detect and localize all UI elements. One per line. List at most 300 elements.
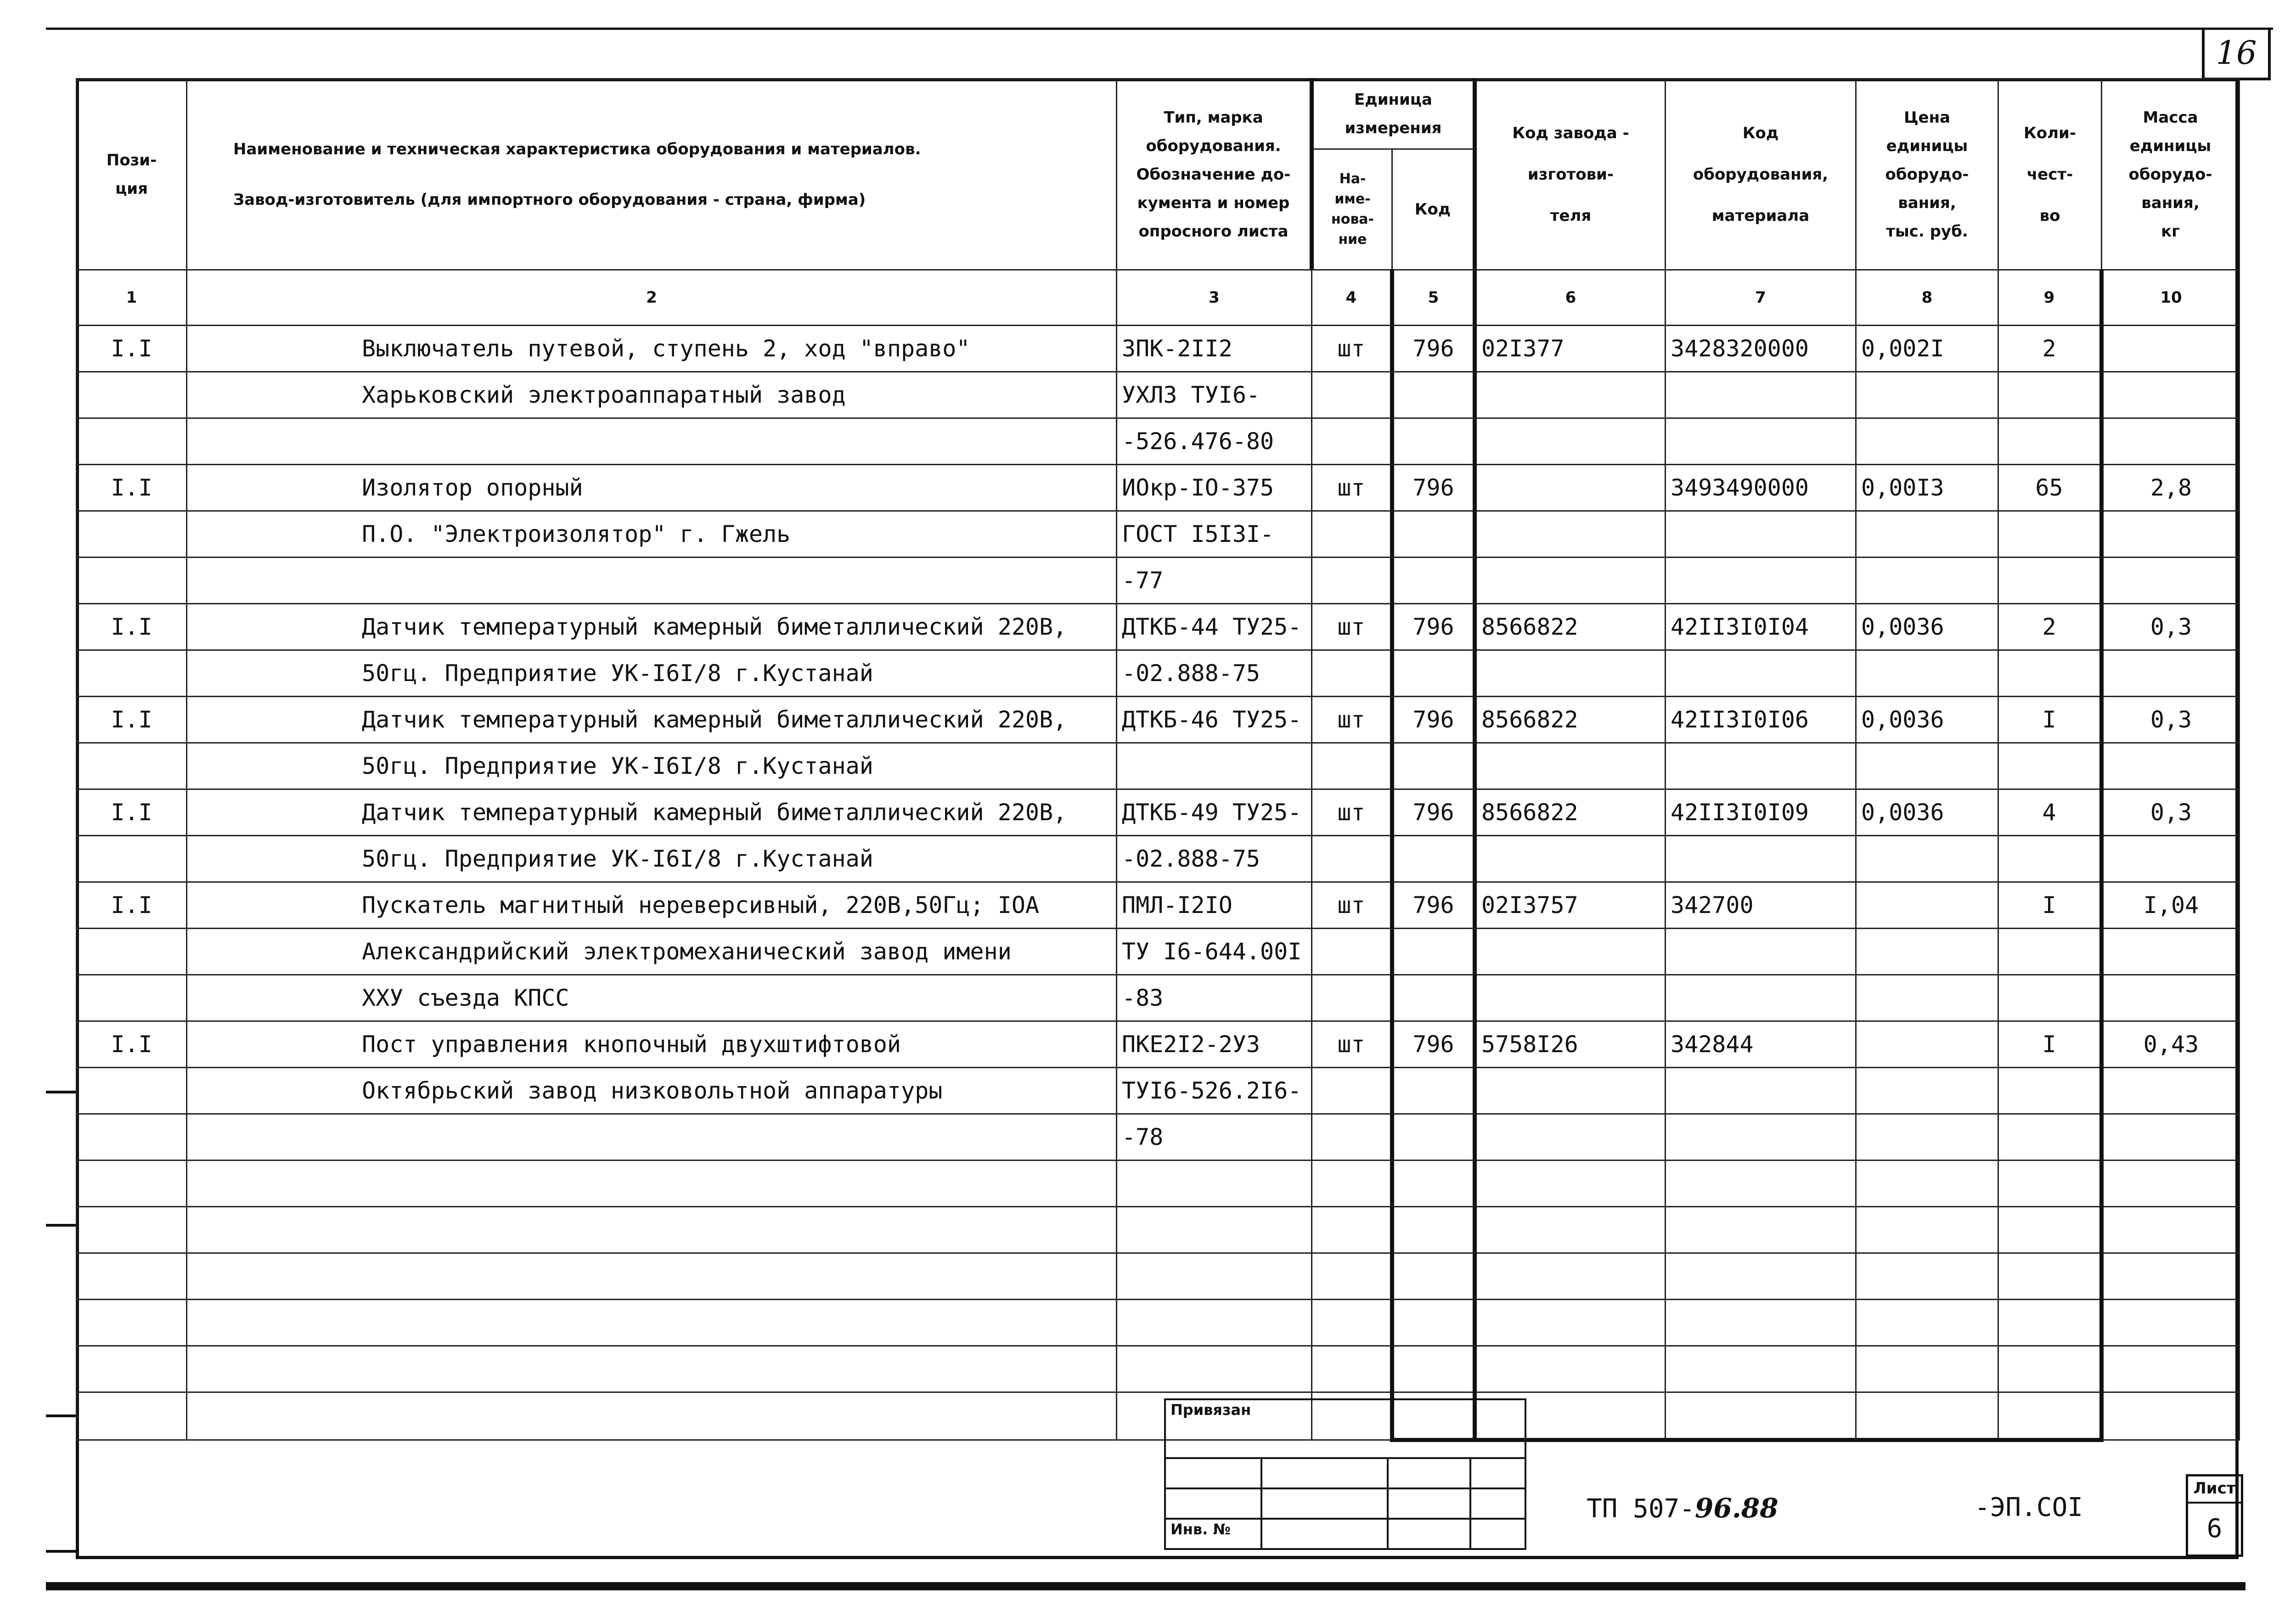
cell-position <box>77 558 187 604</box>
cell-equipment-code: 42II3I0I04 <box>1666 604 1856 650</box>
cell-name: Пост управления кнопочный двухштифтовой <box>187 1021 1117 1068</box>
cell-name <box>187 1392 1117 1440</box>
cell-type: ПМЛ-I2IO <box>1117 882 1312 929</box>
cell-mass <box>2102 650 2240 697</box>
cell-position <box>77 1346 187 1392</box>
page-number-box <box>2202 28 2271 80</box>
col-number: 4 <box>1312 270 1392 326</box>
table-row <box>77 1346 2240 1392</box>
cell-quantity: 4 <box>1998 789 2102 836</box>
cell-equipment-code <box>1666 975 1856 1021</box>
cell-unit-name <box>1312 558 1392 604</box>
cell-factory-code <box>1475 1346 1666 1392</box>
cell-price: 0,0036 <box>1856 789 1998 836</box>
cell-name: Датчик температурный камерный биметаллический 220В, <box>187 789 1117 836</box>
binding-stamp <box>1164 1398 1526 1550</box>
cell-unit-name <box>1312 975 1392 1021</box>
cell-type: ТУI6-526.2I6- <box>1117 1068 1312 1114</box>
cell-type: -77 <box>1117 558 1312 604</box>
cell-price <box>1856 372 1998 418</box>
cell-equipment-code <box>1666 1207 1856 1253</box>
cell-position <box>77 650 187 697</box>
cell-name: П.О. "Электроизолятор" г. Гжель <box>187 511 1117 558</box>
cell-price <box>1856 1253 1998 1300</box>
cell-factory-code <box>1475 511 1666 558</box>
cell-mass <box>2102 1346 2240 1392</box>
cell-unit-name <box>1312 1253 1392 1300</box>
table-row <box>77 558 2240 604</box>
cell-unit-code: 796 <box>1392 604 1475 650</box>
cell-unit-code <box>1392 743 1475 789</box>
cell-unit-name <box>1312 650 1392 697</box>
cell-name: 50гц. Предприятие УК-I6I/8 г.Кустанай <box>187 743 1117 789</box>
bottom-rule <box>46 1582 2245 1590</box>
table-row <box>77 1161 2240 1207</box>
cell-unit-name <box>1312 1300 1392 1346</box>
cell-equipment-code: 42II3I0I06 <box>1666 697 1856 743</box>
cell-type: ЗПК-2II2 <box>1117 326 1312 372</box>
cell-equipment-code <box>1666 1300 1856 1346</box>
cell-mass <box>2102 1392 2240 1440</box>
cell-name: Изолятор опорный <box>187 465 1117 511</box>
cell-mass <box>2102 511 2240 558</box>
table-row <box>77 882 2240 929</box>
cell-factory-code: 8566822 <box>1475 604 1666 650</box>
cell-factory-code <box>1475 1114 1666 1161</box>
cell-price <box>1856 650 1998 697</box>
cell-name: Александрийский электромеханический завод имени <box>187 929 1117 975</box>
cell-name <box>187 1207 1117 1253</box>
table-row <box>77 1253 2240 1300</box>
cell-quantity <box>1998 511 2102 558</box>
document-designation <box>1587 1493 1778 1524</box>
cell-factory-code <box>1475 418 1666 465</box>
cell-unit-name <box>1312 511 1392 558</box>
cell-equipment-code <box>1666 1346 1856 1392</box>
cell-mass <box>2102 1114 2240 1161</box>
cell-unit-name <box>1312 836 1392 882</box>
cell-unit-name: шт <box>1312 1021 1392 1068</box>
margin-tick <box>46 1414 78 1417</box>
cell-unit-code <box>1392 1114 1475 1161</box>
doc-handwritten: 96.88 <box>1695 1493 1778 1524</box>
cell-factory-code <box>1475 465 1666 511</box>
cell-type: ДТКБ-44 ТУ25- <box>1117 604 1312 650</box>
cell-position <box>77 929 187 975</box>
cell-name: Октябрьский завод низковольтной аппаратуры <box>187 1068 1117 1114</box>
cell-mass <box>2102 975 2240 1021</box>
cell-unit-name <box>1312 1068 1392 1114</box>
table-row <box>77 789 2240 836</box>
cell-quantity <box>1998 558 2102 604</box>
cell-mass <box>2102 836 2240 882</box>
cell-factory-code: 8566822 <box>1475 697 1666 743</box>
cell-price <box>1856 743 1998 789</box>
cell-type <box>1117 1161 1312 1207</box>
cell-equipment-code <box>1666 929 1856 975</box>
cell-unit-code: 796 <box>1392 789 1475 836</box>
cell-mass <box>2102 558 2240 604</box>
cell-name: 50гц. Предприятие УК-I6I/8 г.Кустанай <box>187 836 1117 882</box>
cell-price <box>1856 1207 1998 1253</box>
cell-position <box>77 511 187 558</box>
cell-unit-code <box>1392 418 1475 465</box>
cell-price <box>1856 1300 1998 1346</box>
cell-equipment-code: 3493490000 <box>1666 465 1856 511</box>
cell-name <box>187 558 1117 604</box>
cell-factory-code <box>1475 1207 1666 1253</box>
cell-unit-name <box>1312 1207 1392 1253</box>
cell-type: ДТКБ-49 ТУ25- <box>1117 789 1312 836</box>
cell-unit-code <box>1392 372 1475 418</box>
cell-factory-code <box>1475 1068 1666 1114</box>
sheet-number: 6 <box>2206 1514 2223 1544</box>
table-row <box>77 836 2240 882</box>
cell-price <box>1856 1346 1998 1392</box>
table-row <box>77 1300 2240 1346</box>
cell-equipment-code <box>1666 418 1856 465</box>
cell-equipment-code <box>1666 1253 1856 1300</box>
cell-quantity: I <box>1998 882 2102 929</box>
col-number: 1 <box>77 270 187 326</box>
cell-quantity <box>1998 836 2102 882</box>
cell-type: -02.888-75 <box>1117 836 1312 882</box>
cell-unit-name <box>1312 743 1392 789</box>
cell-unit-code <box>1392 511 1475 558</box>
cell-factory-code: 02I3757 <box>1475 882 1666 929</box>
header-unit-code: Код <box>1392 149 1475 270</box>
table-row <box>77 1392 2240 1440</box>
cell-name <box>187 418 1117 465</box>
cell-factory-code: 02I377 <box>1475 326 1666 372</box>
cell-price: 0,0036 <box>1856 604 1998 650</box>
cell-mass <box>2102 372 2240 418</box>
cell-factory-code: 5758I26 <box>1475 1021 1666 1068</box>
sheet-label: Лист <box>2188 1476 2241 1504</box>
equipment-spec-table <box>76 78 2240 1442</box>
cell-price <box>1856 1392 1998 1440</box>
cell-name <box>187 1346 1117 1392</box>
cell-unit-name <box>1312 1114 1392 1161</box>
header-unit-group: Единица измерения <box>1312 79 1475 149</box>
cell-name: Датчик температурный камерный биметаллический 220В, <box>187 697 1117 743</box>
cell-unit-code <box>1392 1161 1475 1207</box>
cell-unit-code <box>1392 929 1475 975</box>
cell-position: I.I <box>77 789 187 836</box>
cell-position <box>77 1161 187 1207</box>
doc-prefix: ТП 507- <box>1587 1494 1695 1524</box>
cell-quantity <box>1998 1300 2102 1346</box>
cell-equipment-code <box>1666 743 1856 789</box>
cell-type: -78 <box>1117 1114 1312 1161</box>
cell-quantity <box>1998 1207 2102 1253</box>
cell-factory-code <box>1475 1161 1666 1207</box>
cell-mass: 0,3 <box>2102 789 2240 836</box>
table-row <box>77 975 2240 1021</box>
table-row <box>77 418 2240 465</box>
cell-type: -02.888-75 <box>1117 650 1312 697</box>
margin-tick <box>46 1550 78 1553</box>
cell-type: УХЛЗ ТУI6- <box>1117 372 1312 418</box>
cell-equipment-code: 3428320000 <box>1666 326 1856 372</box>
cell-quantity <box>1998 1114 2102 1161</box>
cell-price <box>1856 1161 1998 1207</box>
cell-factory-code <box>1475 558 1666 604</box>
table-row <box>77 1021 2240 1068</box>
cell-factory-code <box>1475 650 1666 697</box>
cell-unit-name: шт <box>1312 604 1392 650</box>
cell-unit-code <box>1392 1253 1475 1300</box>
cell-position <box>77 372 187 418</box>
cell-mass <box>2102 1253 2240 1300</box>
cell-name: Выключатель путевой, ступень 2, ход "вправо" <box>187 326 1117 372</box>
cell-price <box>1856 929 1998 975</box>
cell-type: ДТКБ-46 ТУ25- <box>1117 697 1312 743</box>
header-price: Цена единицы оборудо- вания, тыс. руб. <box>1856 79 1998 270</box>
margin-tick <box>46 1091 78 1093</box>
cell-type: ТУ I6-644.00I <box>1117 929 1312 975</box>
col-number: 7 <box>1666 270 1856 326</box>
cell-position <box>77 1207 187 1253</box>
cell-price: 0,0036 <box>1856 697 1998 743</box>
cell-mass <box>2102 418 2240 465</box>
table-row <box>77 465 2240 511</box>
col-number: 3 <box>1117 270 1312 326</box>
cell-price <box>1856 1068 1998 1114</box>
cell-quantity <box>1998 650 2102 697</box>
cell-unit-name <box>1312 1161 1392 1207</box>
cell-type: ИОкр-IO-375 <box>1117 465 1312 511</box>
cell-quantity <box>1998 1253 2102 1300</box>
cell-type <box>1117 1253 1312 1300</box>
cell-name <box>187 1161 1117 1207</box>
cell-equipment-code: 42II3I0I09 <box>1666 789 1856 836</box>
cell-position <box>77 418 187 465</box>
cell-mass <box>2102 326 2240 372</box>
cell-name: 50гц. Предприятие УК-I6I/8 г.Кустанай <box>187 650 1117 697</box>
cell-unit-code: 796 <box>1392 882 1475 929</box>
cell-unit-code: 796 <box>1392 697 1475 743</box>
cell-equipment-code <box>1666 1392 1856 1440</box>
cell-price <box>1856 418 1998 465</box>
cell-type: -83 <box>1117 975 1312 1021</box>
cell-type <box>1117 1300 1312 1346</box>
header-equipment-code: Код оборудования, материала <box>1666 79 1856 270</box>
cell-equipment-code <box>1666 1068 1856 1114</box>
cell-equipment-code <box>1666 372 1856 418</box>
cell-position <box>77 836 187 882</box>
cell-unit-code: 796 <box>1392 326 1475 372</box>
cell-quantity: 2 <box>1998 326 2102 372</box>
header-unit-name: На- име- нова- ние <box>1312 149 1392 270</box>
cell-unit-name <box>1312 1346 1392 1392</box>
cell-type <box>1117 743 1312 789</box>
cell-unit-name: шт <box>1312 326 1392 372</box>
table-row <box>77 1207 2240 1253</box>
cell-unit-code: 796 <box>1392 465 1475 511</box>
cell-mass <box>2102 929 2240 975</box>
cell-position: I.I <box>77 465 187 511</box>
cell-factory-code <box>1475 975 1666 1021</box>
sheet-box <box>2186 1474 2243 1557</box>
doc-suffix: -ЭП.СОI <box>1975 1493 2083 1522</box>
table-row <box>77 650 2240 697</box>
cell-price <box>1856 882 1998 929</box>
cell-price <box>1856 558 1998 604</box>
cell-type: ГОСТ I5I3I- <box>1117 511 1312 558</box>
cell-equipment-code <box>1666 511 1856 558</box>
table-row <box>77 929 2240 975</box>
cell-quantity <box>1998 372 2102 418</box>
cell-unit-name <box>1312 929 1392 975</box>
page-number: 16 <box>2216 34 2257 72</box>
cell-name: ХХУ съезда КПСС <box>187 975 1117 1021</box>
cell-quantity: I <box>1998 697 2102 743</box>
header-factory-code: Код завода - изготови- теля <box>1475 79 1666 270</box>
table-row <box>77 697 2240 743</box>
cell-price <box>1856 1114 1998 1161</box>
table-row <box>77 326 2240 372</box>
table-row <box>77 1114 2240 1161</box>
cell-position <box>77 975 187 1021</box>
cell-equipment-code <box>1666 1161 1856 1207</box>
col-number: 10 <box>2102 270 2240 326</box>
cell-factory-code <box>1475 1253 1666 1300</box>
cell-mass: 2,8 <box>2102 465 2240 511</box>
cell-equipment-code <box>1666 558 1856 604</box>
cell-unit-name <box>1312 372 1392 418</box>
cell-unit-code <box>1392 1346 1475 1392</box>
top-border-line <box>46 28 2273 30</box>
cell-unit-code <box>1392 1207 1475 1253</box>
cell-equipment-code <box>1666 836 1856 882</box>
table-row <box>77 511 2240 558</box>
cell-position <box>77 743 187 789</box>
cell-type <box>1117 1346 1312 1392</box>
cell-unit-code <box>1392 1068 1475 1114</box>
table-row <box>77 604 2240 650</box>
cell-position <box>77 1392 187 1440</box>
cell-mass: 0,43 <box>2102 1021 2240 1068</box>
cell-type: ПКЕ2I2-2УЗ <box>1117 1021 1312 1068</box>
cell-name: Пускатель магнитный нереверсивный, 220В,50Гц; IOA <box>187 882 1117 929</box>
cell-quantity <box>1998 1068 2102 1114</box>
cell-type: -526.476-80 <box>1117 418 1312 465</box>
cell-unit-code <box>1392 975 1475 1021</box>
cell-factory-code <box>1475 836 1666 882</box>
cell-unit-name: шт <box>1312 465 1392 511</box>
cell-mass: 0,3 <box>2102 604 2240 650</box>
cell-equipment-code: 342700 <box>1666 882 1856 929</box>
cell-position: I.I <box>77 326 187 372</box>
cell-equipment-code <box>1666 1114 1856 1161</box>
margin-tick <box>46 1224 78 1227</box>
cell-position <box>77 1068 187 1114</box>
cell-unit-name: шт <box>1312 789 1392 836</box>
cell-price <box>1856 1021 1998 1068</box>
cell-name: Харьковский электроаппаратный завод <box>187 372 1117 418</box>
cell-position: I.I <box>77 697 187 743</box>
cell-quantity <box>1998 743 2102 789</box>
cell-quantity <box>1998 1161 2102 1207</box>
cell-quantity <box>1998 1346 2102 1392</box>
header-type: Тип, марка оборудования. Обозначение до- кумента и номер опросного листа <box>1117 79 1312 270</box>
cell-quantity: I <box>1998 1021 2102 1068</box>
header-quantity: Коли- чест- во <box>1998 79 2102 270</box>
col-number: 5 <box>1392 270 1475 326</box>
cell-mass <box>2102 1068 2240 1114</box>
cell-mass: 0,3 <box>2102 697 2240 743</box>
cell-quantity: 65 <box>1998 465 2102 511</box>
table-row <box>77 743 2240 789</box>
cell-factory-code <box>1475 929 1666 975</box>
cell-position: I.I <box>77 1021 187 1068</box>
cell-mass: I,04 <box>2102 882 2240 929</box>
cell-mass <box>2102 1300 2240 1346</box>
cell-quantity: 2 <box>1998 604 2102 650</box>
cell-quantity <box>1998 929 2102 975</box>
cell-name <box>187 1253 1117 1300</box>
cell-position: I.I <box>77 604 187 650</box>
cell-mass <box>2102 1161 2240 1207</box>
cell-factory-code <box>1475 743 1666 789</box>
header-mass: Масса единицы оборудо- вания, кг <box>2102 79 2240 270</box>
cell-name: Датчик температурный камерный биметаллический 220В, <box>187 604 1117 650</box>
cell-name <box>187 1114 1117 1161</box>
cell-unit-name: шт <box>1312 697 1392 743</box>
cell-position <box>77 1300 187 1346</box>
cell-factory-code: 8566822 <box>1475 789 1666 836</box>
cell-factory-code <box>1475 1300 1666 1346</box>
cell-position <box>77 1253 187 1300</box>
cell-equipment-code <box>1666 650 1856 697</box>
cell-equipment-code: 342844 <box>1666 1021 1856 1068</box>
table-row <box>77 1068 2240 1114</box>
cell-mass <box>2102 743 2240 789</box>
inv-label: Инв. № <box>1165 1519 1261 1549</box>
cell-mass <box>2102 1207 2240 1253</box>
col-number: 8 <box>1856 270 1998 326</box>
col-number: 2 <box>187 270 1117 326</box>
linked-label: Привязан <box>1165 1399 1525 1458</box>
cell-type <box>1117 1207 1312 1253</box>
cell-unit-name <box>1312 418 1392 465</box>
cell-price: 0,00I3 <box>1856 465 1998 511</box>
cell-unit-name: шт <box>1312 882 1392 929</box>
cell-quantity <box>1998 418 2102 465</box>
col-number: 9 <box>1998 270 2102 326</box>
cell-quantity <box>1998 1392 2102 1440</box>
cell-price: 0,002I <box>1856 326 1998 372</box>
cell-position <box>77 1114 187 1161</box>
cell-unit-code <box>1392 1300 1475 1346</box>
col-number: 6 <box>1475 270 1666 326</box>
cell-name <box>187 1300 1117 1346</box>
table-row <box>77 372 2240 418</box>
header-name: Наименование и техническая характеристика оборудования и материалов. Завод-изготовитель (для импортного оборудования - страна, фирма) <box>187 79 1117 270</box>
cell-unit-code: 796 <box>1392 1021 1475 1068</box>
cell-quantity <box>1998 975 2102 1021</box>
cell-position: I.I <box>77 882 187 929</box>
cell-unit-code <box>1392 650 1475 697</box>
cell-price <box>1856 836 1998 882</box>
cell-price <box>1856 975 1998 1021</box>
cell-price <box>1856 511 1998 558</box>
cell-unit-code <box>1392 558 1475 604</box>
cell-factory-code <box>1475 372 1666 418</box>
header-position: Пози- ция <box>77 79 187 270</box>
cell-unit-code <box>1392 836 1475 882</box>
